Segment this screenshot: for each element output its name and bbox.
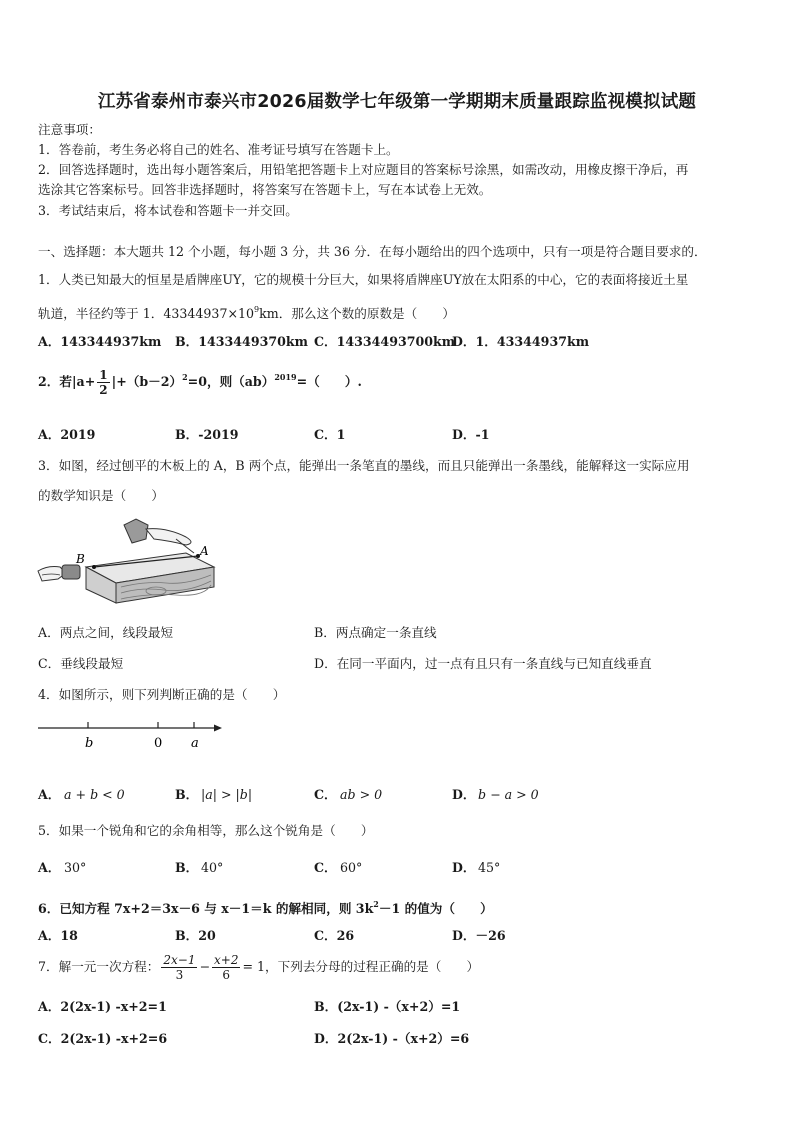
q3-option-c: C．垂线段最短 (38, 656, 124, 671)
tick-label-zero: 0 (154, 736, 163, 751)
q5-option-a-value: 30° (64, 860, 87, 875)
q7-fraction-2: $\frac{x+2}{6}$ (214, 953, 239, 982)
q4-option-b-letter: B． (175, 787, 199, 802)
q2-option-d: D．-1 (452, 427, 490, 442)
q5-option-b-value: 40° (201, 860, 224, 875)
q7-option-b: B．(2x-1) -（x+2）=1 (314, 999, 461, 1014)
q7-stem: 7．解一元一次方程： $\frac{2x-1}{3}$ − $\frac{x+2}{6}$ = 1，下列去分母的过程正确的是（ ） (38, 953, 480, 982)
notice-heading: 注意事项： (38, 122, 101, 137)
notice-item: 2．回答选择题时，选出每小题答案后，用铅笔把答题卡上对应题目的答案标号涂黑，如需改动，用橡皮擦干净后，再 (38, 162, 689, 177)
q2-stem: 2．若|a+ $\frac{1}{2}$ $|+(b-2)^2=0$，则（ab）$^{2019}$=（ ）. (38, 368, 362, 397)
q3-stem-line2: 的数学知识是（ ） (38, 488, 164, 503)
q4-option-a-expr: a + b < 0 (64, 787, 125, 802)
label-b: B (76, 552, 85, 566)
q1-option-d: D．1．43344937km (452, 334, 590, 349)
q6-option-a: A．18 (38, 928, 78, 943)
notice-item: 选涂其它答案标号。回答非选择题时，将答案写在答题卡上，写在本试卷上无效。 (38, 182, 492, 197)
q5-option-c-value: 60° (340, 860, 363, 875)
q5-option-c-letter: C． (314, 860, 337, 875)
q3-option-a: A．两点之间，线段最短 (38, 625, 174, 640)
q1-option-a: A．143344937km (38, 334, 162, 349)
notice-item: 3．考试结束后，将本试卷和答题卡一并交回。 (38, 203, 298, 218)
q5-option-a-letter: A． (38, 860, 61, 875)
q4-option-c-letter: C． (314, 787, 337, 802)
q6-stem: 6．已知方程 7x+2＝3x－6 与 x－1＝k 的解相同，则 $3k^2-1$ 的值为（ ） (38, 899, 493, 916)
q4-option-c-expr: ab > 0 (340, 787, 383, 802)
q3-option-d: D．在同一平面内，过一点有且只有一条直线与已知直线垂直 (314, 656, 652, 671)
q6-option-d: D．－26 (452, 928, 506, 943)
tick-label-b: b (85, 736, 94, 751)
q1-option-b: B．1433449370km (175, 334, 308, 349)
q7-option-c: C．2(2x-1) -x+2=6 (38, 1031, 168, 1046)
q5-option-d-value: 45° (478, 860, 501, 875)
q2-option-a: A．2019 (38, 427, 96, 442)
q2-option-b: B．-2019 (175, 427, 239, 442)
notice-item: 1．答卷前，考生务必将自己的姓名、准考证号填写在答题卡上。 (38, 142, 399, 157)
q7-option-d: D．2(2x-1) -（x+2）=6 (314, 1031, 470, 1046)
q1-stem-line2: 轨道，半径约等于 1．$43344937\times 10^9km$．那么这个数的原数是（ ） (38, 305, 456, 321)
q2-option-c: C．1 (314, 427, 346, 442)
q4-option-a-letter: A． (38, 787, 61, 802)
q1-option-c: C．14334493700km (314, 334, 456, 349)
q4-option-b-expr: |a| > |b| (201, 787, 253, 802)
q1-stem-line1: 1．人类已知最大的恒星是盾牌座UY，它的规模十分巨大，如果将盾牌座UY放在太阳系的中心，它的表面将接近土星 (38, 272, 689, 287)
q4-stem: 4．如图所示，则下列判断正确的是（ ） (38, 687, 286, 702)
q7-fraction-1: $\frac{2x-1}{3}$ (163, 953, 196, 982)
plank-illustration (36, 515, 216, 610)
page-title: 江苏省泰州市泰兴市2026届数学七年级第一学期期末质量跟踪监视模拟试题 (97, 92, 697, 112)
q3-stem-line1: 3．如图，经过刨平的木板上的 A，B 两个点，能弹出一条笔直的墨线，而且只能弹出一条墨线，能解释这一实际应用 (38, 458, 690, 473)
label-a: A (200, 544, 209, 558)
q5-option-d-letter: D． (452, 860, 476, 875)
q5-stem: 5．如果一个锐角和它的余角相等，那么这个锐角是（ ） (38, 823, 374, 838)
q6-option-c: C．26 (314, 928, 355, 943)
section-heading: 一、选择题：本大题共 12 个小题，每小题 3 分，共 36 分．在每小题给出的四个选项中，只有一项是符合题目要求的． (38, 244, 707, 259)
q2-fraction: $\frac{1}{2}$ (99, 368, 108, 397)
q5-option-b-letter: B． (175, 860, 199, 875)
number-line (36, 718, 226, 753)
q3-option-b: B．两点确定一条直线 (314, 625, 437, 640)
q4-option-d-expr: b − a > 0 (478, 787, 539, 802)
q7-option-a: A．2(2x-1) -x+2=1 (38, 999, 167, 1014)
q4-option-d-letter: D． (452, 787, 476, 802)
q6-option-b: B．20 (175, 928, 216, 943)
tick-label-a: a (191, 736, 199, 751)
